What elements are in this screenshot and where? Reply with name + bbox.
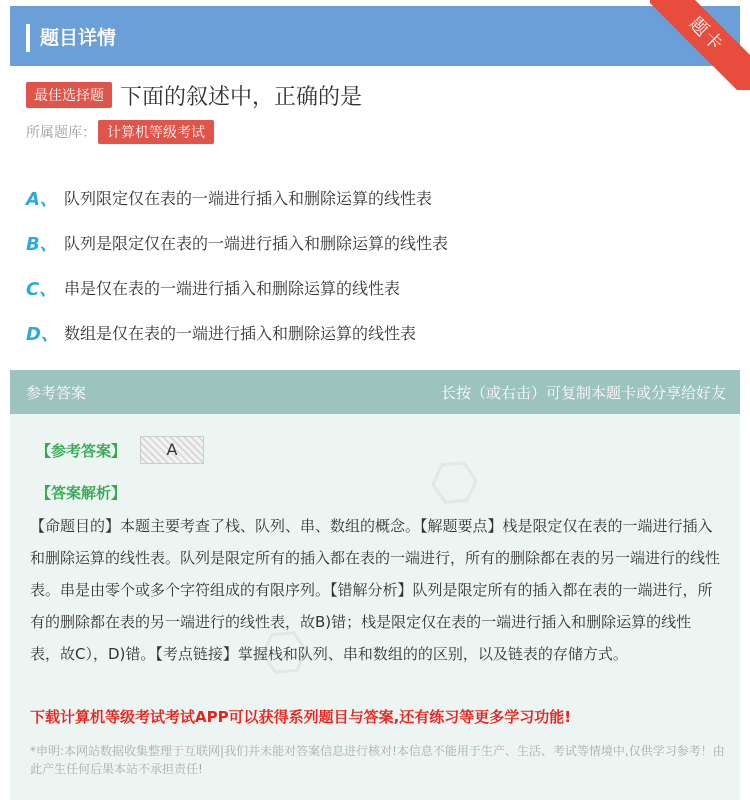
option-b[interactable] (26, 220, 726, 265)
option-letter: B、 (26, 233, 58, 255)
disclaimer-text: *申明:本网站数据收集整理于互联网|我们并未能对答案信息进行核对!本信息不能用于生产、生活、考试等情境中,仅供学习参考！由此产生任何后果本站不承担责任! (30, 744, 725, 776)
question-text: 下面的叙述中，正确的是 (120, 84, 363, 110)
option-letter: D、 (26, 323, 59, 345)
option-c[interactable] (26, 265, 726, 310)
watermark-logo: ⬡ (415, 441, 494, 524)
option-d[interactable] (26, 310, 726, 355)
bank-label: 所属题库： (26, 125, 96, 141)
app-promo-link[interactable]: 下载计算机等级考试考试APP可以获得系列题目与答案,还有练习等更多学习功能! (30, 708, 572, 726)
header-accent-bar (26, 24, 30, 52)
header-bar (10, 6, 740, 66)
question-section (26, 80, 726, 144)
bank-tag[interactable]: 计算机等级考试 (98, 120, 214, 144)
page-title: 题目详情 (40, 27, 117, 49)
answer-panel (10, 370, 740, 800)
watermark-logo: ⬡ (245, 611, 324, 694)
answer-value: A (140, 436, 204, 464)
answer-header-title: 参考答案 (26, 384, 87, 402)
option-a[interactable] (26, 175, 726, 220)
option-text: 队列是限定仅在表的一端进行插入和删除运算的线性表 (64, 234, 449, 253)
answer-label: 【参考答案】 (36, 442, 127, 460)
option-text: 数组是仅在表的一端进行插入和删除运算的线性表 (64, 324, 417, 343)
option-text: 串是仅在表的一端进行插入和删除运算的线性表 (64, 279, 401, 298)
analysis-text: 【命题目的】本题主要考查了栈、队列、串、数组的概念。【解题要点】栈是限定仅在表的一端进行插入和删除运算的线性表。队列是限定所有的插入都在表的一端进行，所有的删除都在表的另一端进行的线性表。串是由零个或多个字符组成的有限序列。【错解分析】队列是限定所有的插入都在表的一端进行，所有的删除都在表的另一端进行的线性表，故B)错；栈是限定仅在表的一端进行插入和删除运算的线性表，故C），D)错。【考点链接】掌握栈和队列、串和数组的的区别，以及链表的存储方式。 (30, 517, 721, 663)
options-list (26, 175, 726, 355)
corner-ribbon (650, 0, 750, 90)
option-text: 队列限定仅在表的一端进行插入和删除运算的线性表 (64, 189, 433, 208)
analysis-label: 【答案解析】 (36, 484, 127, 502)
option-letter: C、 (26, 278, 58, 300)
option-letter: A、 (26, 188, 58, 210)
ribbon-label: 题卡 (650, 0, 750, 90)
share-hint: 长按（或右击）可复制本题卡或分享给好友 (440, 384, 726, 402)
answer-header (10, 370, 740, 414)
question-type-tag: 最佳选择题 (26, 82, 112, 108)
